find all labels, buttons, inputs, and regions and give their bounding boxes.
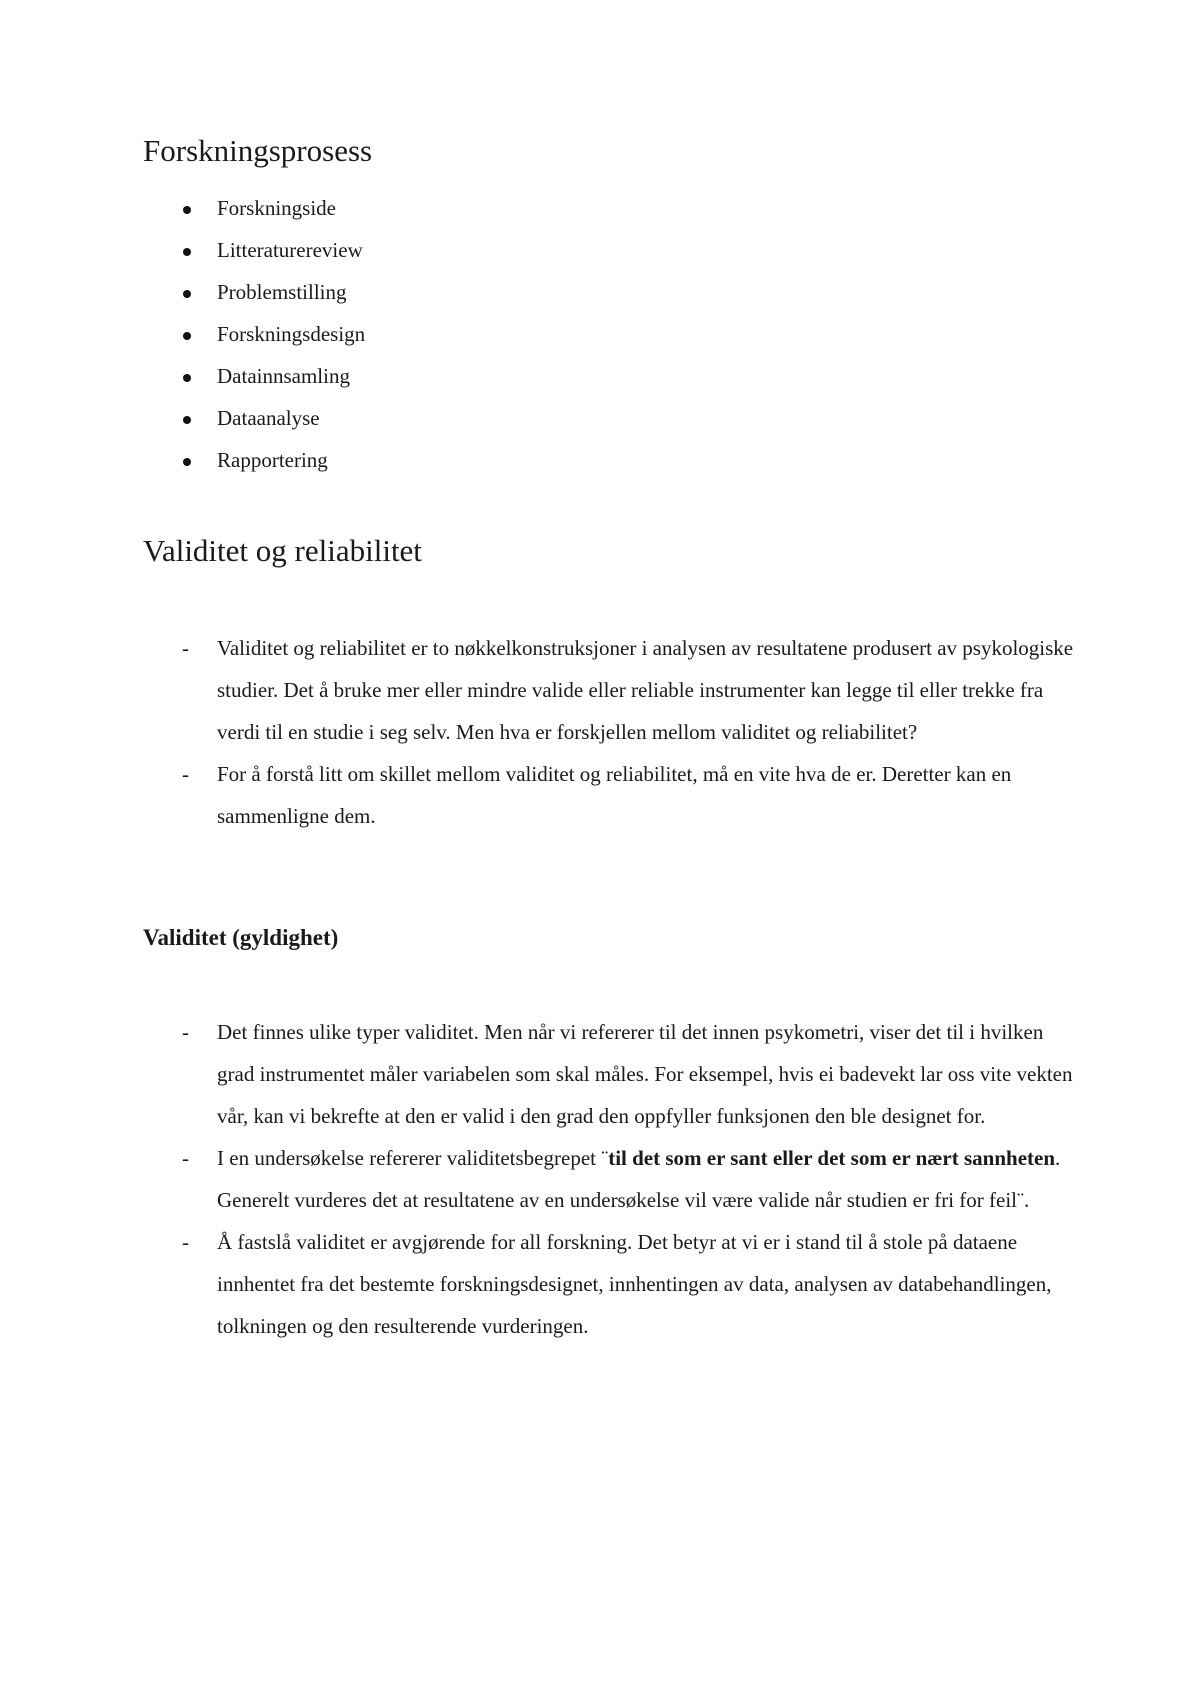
paragraph: For å forstå litt om skillet mellom validitet og reliabilitet, må en vite hva de er. Deretter kan en sammenligne dem. (217, 762, 1012, 828)
heading-forskningsprosess: Forskningsprosess (143, 133, 373, 168)
heading-validitet-og-reliabilitet: Validitet og reliabilitet (143, 533, 422, 568)
bullet-icon (183, 290, 191, 298)
bullet-icon (183, 248, 191, 256)
dash-marker: - (182, 1230, 189, 1254)
bullet-icon (183, 332, 191, 340)
validitet-reliabilitet-list (0, 627, 1200, 837)
dash-marker: - (182, 636, 189, 660)
list-item (0, 1011, 1200, 1137)
validitet-gyldighet-list (0, 1011, 1200, 1347)
list-item (0, 1137, 1200, 1221)
paragraph (217, 1137, 1077, 1221)
list-item (0, 1221, 1200, 1347)
bullet-icon (183, 374, 191, 382)
list-item-text: Forskningside (217, 196, 337, 220)
paragraph: Validitet og reliabilitet er to nøkkelkonstruksjoner i analysen av resultatene produsert av psykologiske studier. Det å bruke mer eller mindre valide eller reliable instrumenter kan legge til eller trekke fra verdi til en studie i seg selv. Men hva er forskjellen mellom validitet og reliabilitet? (217, 636, 1074, 744)
paragraph: Det finnes ulike typer validitet. Men når vi refererer til det innen psykometri, viser det til i hvilken grad instrumentet måler variabelen som skal måles. For eksempel, hvis ei badevekt lar oss vite vekten vår, kan vi bekrefte at den er valid i den grad den oppfyller funksjonen den ble designet for. (217, 1020, 1073, 1128)
dash-marker: - (182, 762, 189, 786)
list-item-text: Rapportering (217, 448, 328, 472)
list-item (0, 627, 1200, 753)
dash-marker: - (182, 1020, 189, 1044)
list-item-text: Dataanalyse (217, 406, 320, 430)
bullet-icon (183, 458, 191, 466)
list-item-text: Forskningsdesign (217, 322, 366, 346)
bullet-icon (183, 416, 191, 424)
bold-emphasis: til det som er sant eller det som er nært sannheten (608, 1146, 1056, 1170)
list-item-text: Litteraturereview (217, 238, 363, 262)
bullet-icon (183, 206, 191, 214)
list-item (0, 753, 1200, 837)
list-item-text: Problemstilling (217, 280, 347, 304)
paragraph-text: . Generelt vurderes det at resultatene av en undersøkelse vil være valide når studien er fri for feil¨. (217, 1146, 1061, 1212)
paragraph: Å fastslå validitet er avgjørende for all forskning. Det betyr at vi er i stand til å stole på dataene innhentet fra det bestemte forskningsdesignet, innhentingen av data, analysen av databehandlingen, tolkningen og den resulterende vurderingen. (217, 1230, 1052, 1338)
dash-marker: - (182, 1146, 189, 1170)
list-item-text: Datainnsamling (217, 364, 350, 388)
heading-validitet-gyldighet: Validitet (gyldighet) (143, 925, 339, 950)
paragraph-text: I en undersøkelse refererer validitetsbegrepet ¨ (217, 1146, 609, 1170)
